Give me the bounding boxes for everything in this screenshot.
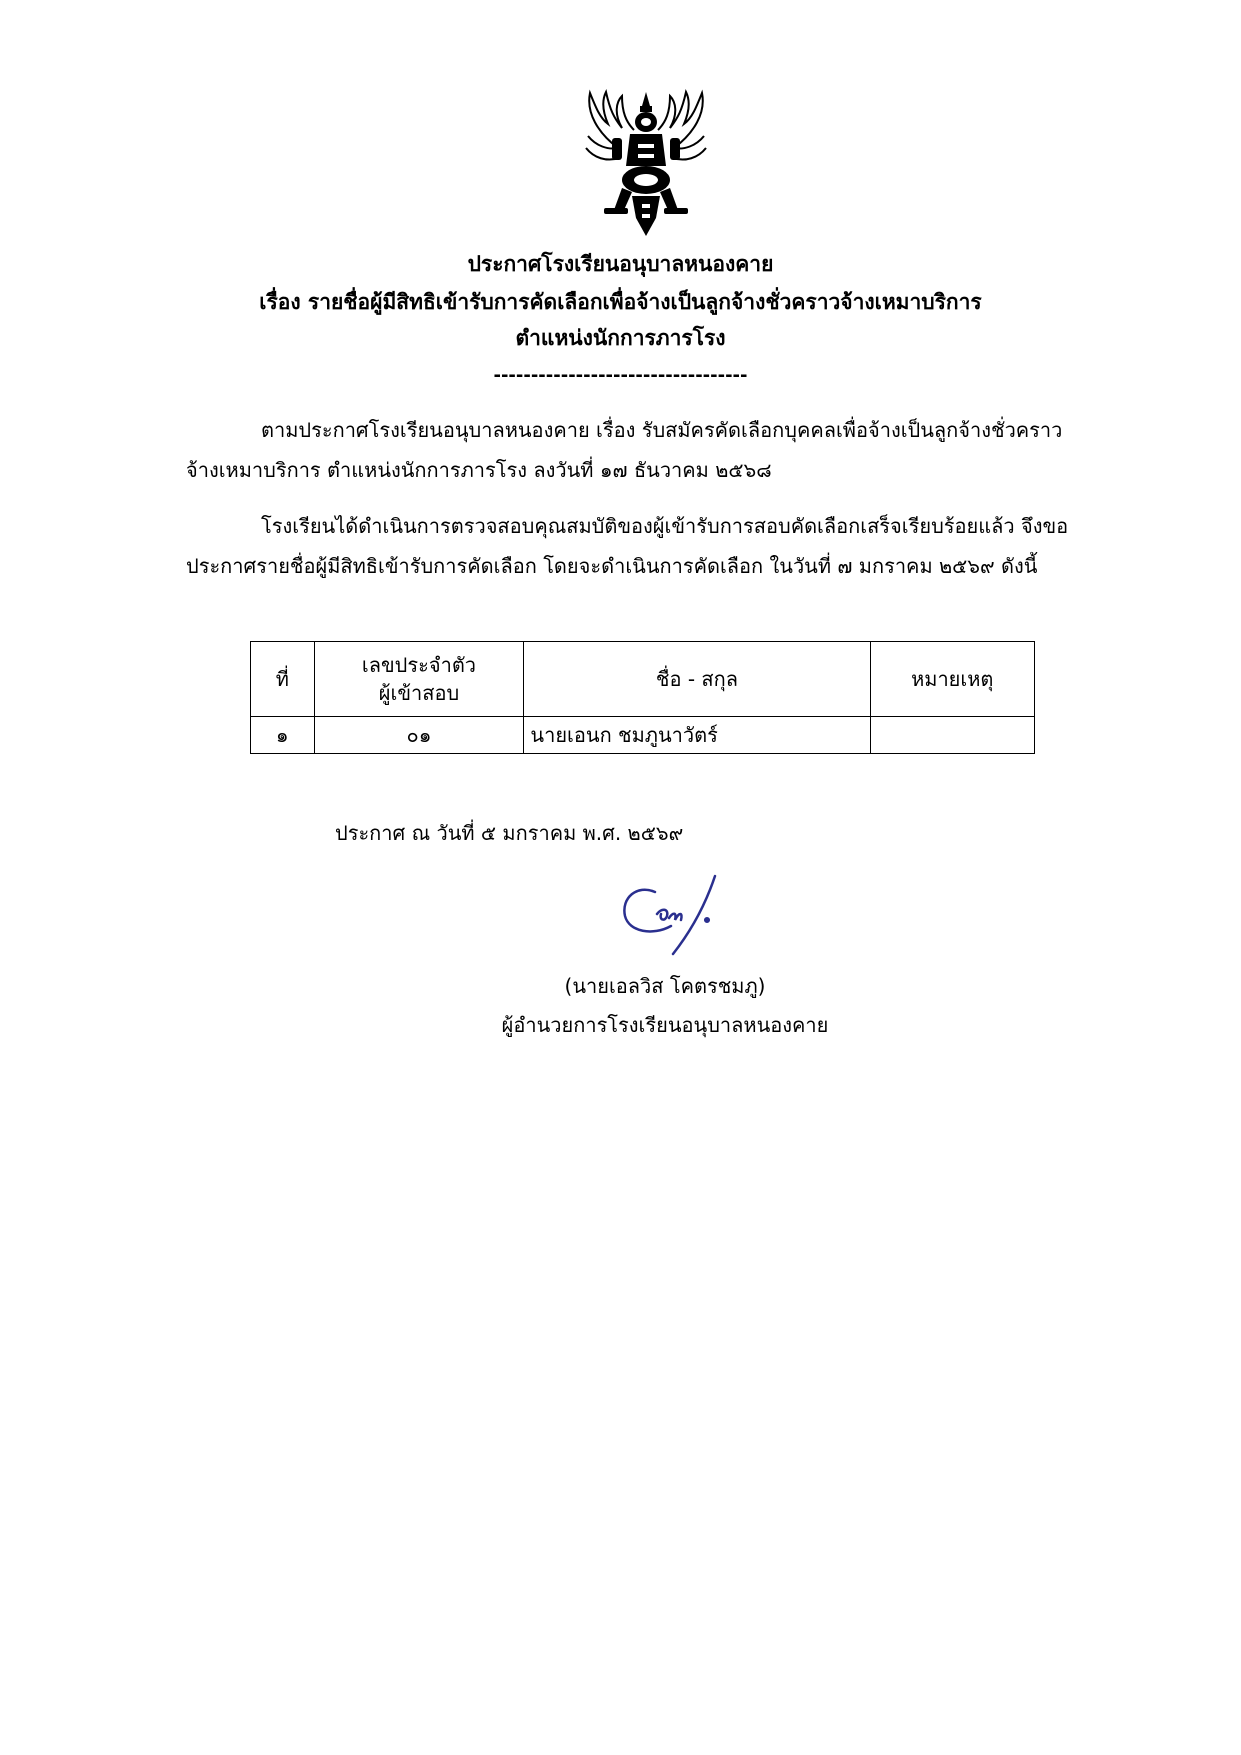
cell-note [870, 717, 1035, 754]
header-id-line2: ผู้เข้าสอบ [378, 681, 460, 705]
signer-name: (นายเอลวิส โคตรชมภู) [564, 974, 766, 998]
position-title: ตำแหน่งนักการภารโรง [515, 326, 726, 350]
header-name: ชื่อ - สกุล [524, 642, 870, 717]
garuda-emblem-icon [578, 88, 714, 238]
announcement-title: ประกาศโรงเรียนอนุบาลหนองคาย [467, 252, 774, 276]
cell-no: ๑ [251, 717, 315, 754]
signature-icon [615, 870, 745, 960]
signer-title: ผู้อำนวยการโรงเรียนอนุบาลหนองคาย [501, 1013, 829, 1037]
table-row [251, 717, 1035, 754]
announcement-date: ประกาศ ณ วันที่ ๕ มกราคม พ.ศ. ๒๕๖๙ [335, 821, 684, 845]
header-id-line1: เลขประจำตัว [361, 653, 477, 677]
header-note: หมายเหตุ [870, 642, 1035, 717]
divider-line: ---------------------------------- [493, 365, 748, 386]
cell-candidate-id: ๐๑ [314, 717, 524, 754]
intro-paragraph: ตามประกาศโรงเรียนอนุบาลหนองคาย เรื่อง รับสมัครคัดเลือกบุคคลเพื่อจ้างเป็นลูกจ้างชั่วคราวจ้างเหมาบริการ ตำแหน่งนักการภารโรง ลงวันที่ ๑๗ ธันวาคม ๒๕๖๘ [186, 418, 1063, 482]
details-paragraph: โรงเรียนได้ดำเนินการตรวจสอบคุณสมบัติของผู้เข้ารับการสอบคัดเลือกเสร็จเรียบร้อยแล้ว จึงขอประกาศรายชื่อผู้มีสิทธิเข้ารับการคัดเลือก โดยจะดำเนินการคัดเลือก ในวันที่ ๗ มกราคม ๒๕๖๙ ดังนี้ [186, 514, 1069, 578]
cell-name: นายเอนก ชมภูนาวัตร์ [524, 717, 870, 754]
announcement-subject: เรื่อง รายชื่อผู้มีสิทธิเข้ารับการคัดเลือกเพื่อจ้างเป็นลูกจ้างชั่วคราวจ้างเหมาบริการ [259, 290, 982, 314]
header-no: ที่ [251, 642, 315, 717]
candidate-table [250, 641, 1035, 754]
header-candidate-id [314, 642, 524, 717]
table-header-row [251, 642, 1035, 717]
